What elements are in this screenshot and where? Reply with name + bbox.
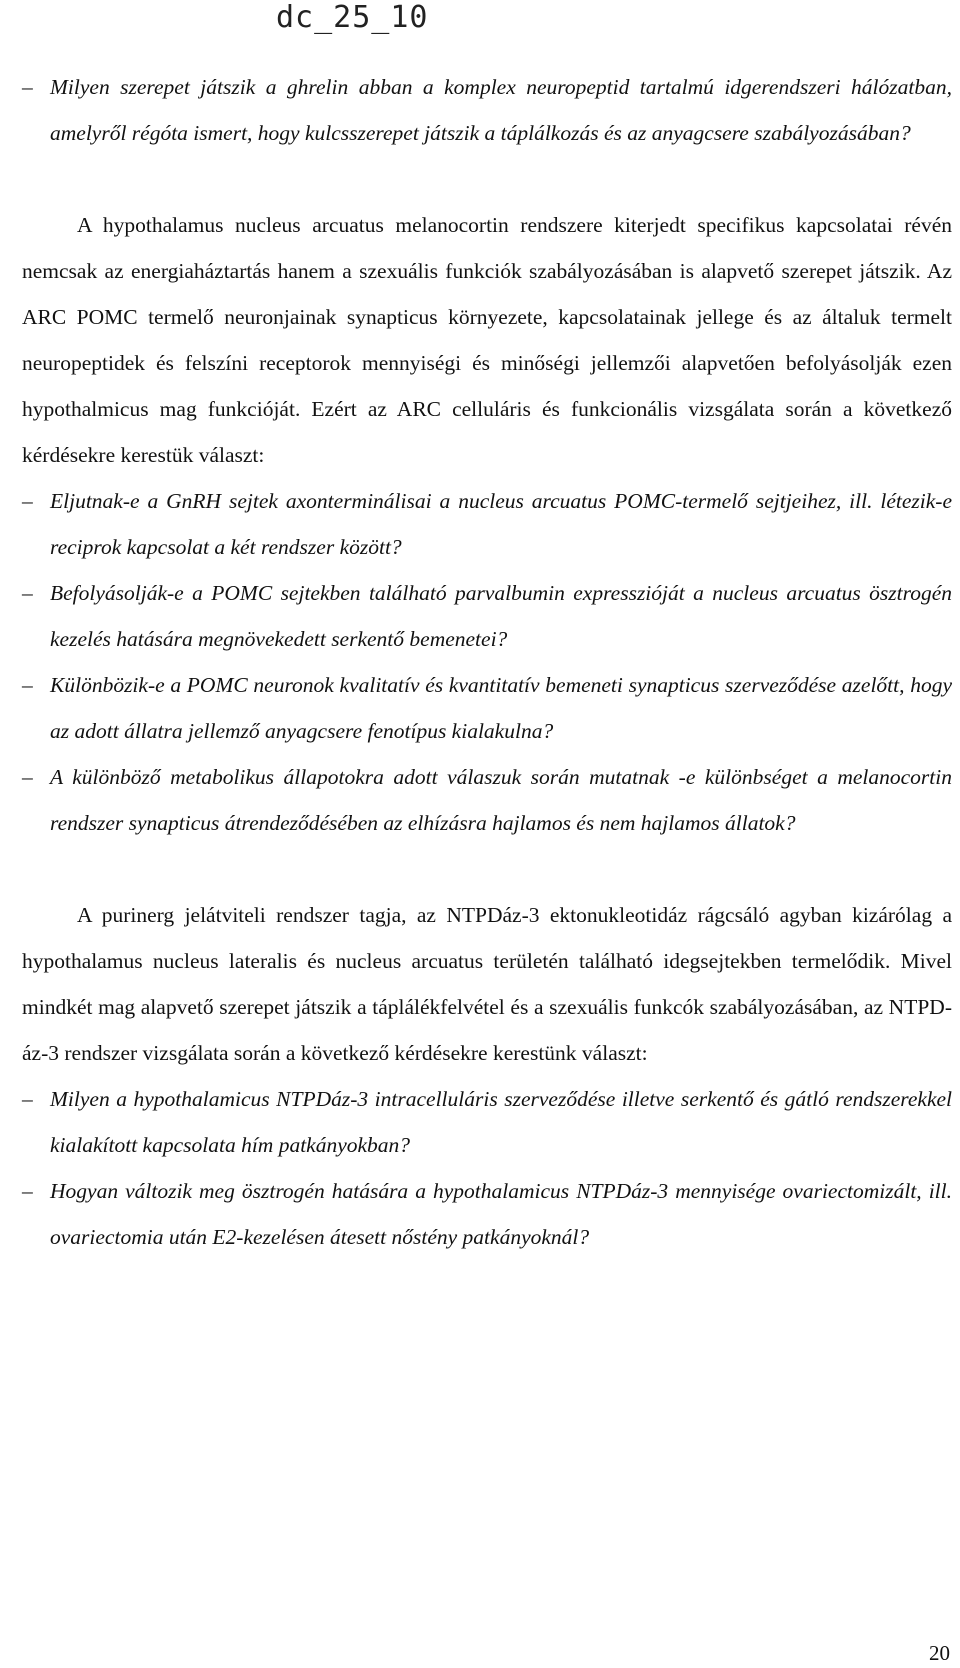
intro-question-text: Milyen szerepet játszik a ghrelin abban a komplex neuropeptid tartalmú idgerendszeri hálózatban, amelyről régóta ismert, hogy kulcsszerepet játszik a táplálkozás és az anyagcsere szabályozásában? bbox=[50, 75, 952, 145]
question-item bbox=[22, 1168, 952, 1260]
question-list-ntpdase bbox=[22, 1076, 952, 1260]
dash-bullet: – bbox=[22, 581, 33, 605]
question-text: Milyen a hypothalamicus NTPDáz-3 intracelluláris szerveződése illetve serkentő és gátló rendszerekkel kialakított kapcsolata hím patkányokban? bbox=[50, 1087, 952, 1157]
dash-bullet: – bbox=[22, 765, 33, 789]
question-item bbox=[22, 1076, 952, 1168]
question-item bbox=[22, 570, 952, 662]
question-text: Befolyásolják-e a POMC sejtekben található parvalbumin expresszióját a nucleus arcuatus ösztrogén kezelés hatására megnövekedett serkentő bemenetei? bbox=[50, 581, 952, 651]
body-paragraph-melanocortin: A hypothalamus nucleus arcuatus melanocortin rendszere kiterjedt specifikus kapcsolatai révén nemcsak az energiaháztartás hanem a szexuális funkciók szabályozásában is alapvető szerepet játszik. Az ARC POMC termelő neuronjainak synapticus környezete, kapcsolatainak jellege és az általuk termelt neuropeptidek és felszíni receptorok mennyiségi és minőségi jellemzői alapvetően befolyásolják ezen hypothalmicus mag funkcióját. Ezért az ARC celluláris és funkcionális vizsgálata során a következő kérdésekre kerestük választ: bbox=[22, 213, 952, 467]
dash-bullet: – bbox=[22, 75, 33, 99]
question-text: Különbözik-e a POMC neuronok kvalitatív és kvantitatív bemeneti synapticus szerveződése azelőtt, hogy az adott állatra jellemző anyagcsere fenotípus kialakulna? bbox=[50, 673, 952, 743]
question-text: Eljutnak-e a GnRH sejtek axonterminálisai a nucleus arcuatus POMC-termelő sejtjeihez, ill. létezik-e reciprok kapcsolat a két rendszer között? bbox=[50, 489, 952, 559]
question-text: Hogyan változik meg ösztrogén hatására a hypothalamicus NTPDáz-3 mennyisége ovariectomizált, ill. ovariectomia után E2-kezelésen átesett nőstény patkányoknál? bbox=[50, 1179, 952, 1249]
dash-bullet: – bbox=[22, 489, 33, 513]
dash-bullet: – bbox=[22, 1087, 33, 1111]
document-id-header: dc_25_10 bbox=[276, 0, 429, 35]
page-content bbox=[22, 64, 952, 1260]
dash-bullet: – bbox=[22, 1179, 33, 1203]
question-item bbox=[22, 662, 952, 754]
body-paragraph-purinergic: A purinerg jelátviteli rendszer tagja, az NTPDáz-3 ektonukleotidáz rágcsáló agyban kizárólag a hypothalamus nucleus lateralis és nucleus arcuatus területén található idegsejtekben termelődik. Mivel mindkét mag alapvető szerepet játszik a táplálékfelvétel és a szexuális funkcók szabályozásában, az NTPD-áz-3 rendszer vizsgálata során a következő kérdésekre kerestünk választ: bbox=[22, 903, 952, 1065]
intro-question-item bbox=[22, 64, 952, 156]
question-item bbox=[22, 478, 952, 570]
question-text: A különböző metabolikus állapotokra adott válaszuk során mutatnak -e különbséget a melanocortin rendszer synapticus átrendeződésében az elhízásra hajlamos és nem hajlamos állatok? bbox=[50, 765, 952, 835]
question-list-arc bbox=[22, 478, 952, 846]
dash-bullet: – bbox=[22, 673, 33, 697]
page-number: 20 bbox=[929, 1641, 950, 1665]
question-item bbox=[22, 754, 952, 846]
